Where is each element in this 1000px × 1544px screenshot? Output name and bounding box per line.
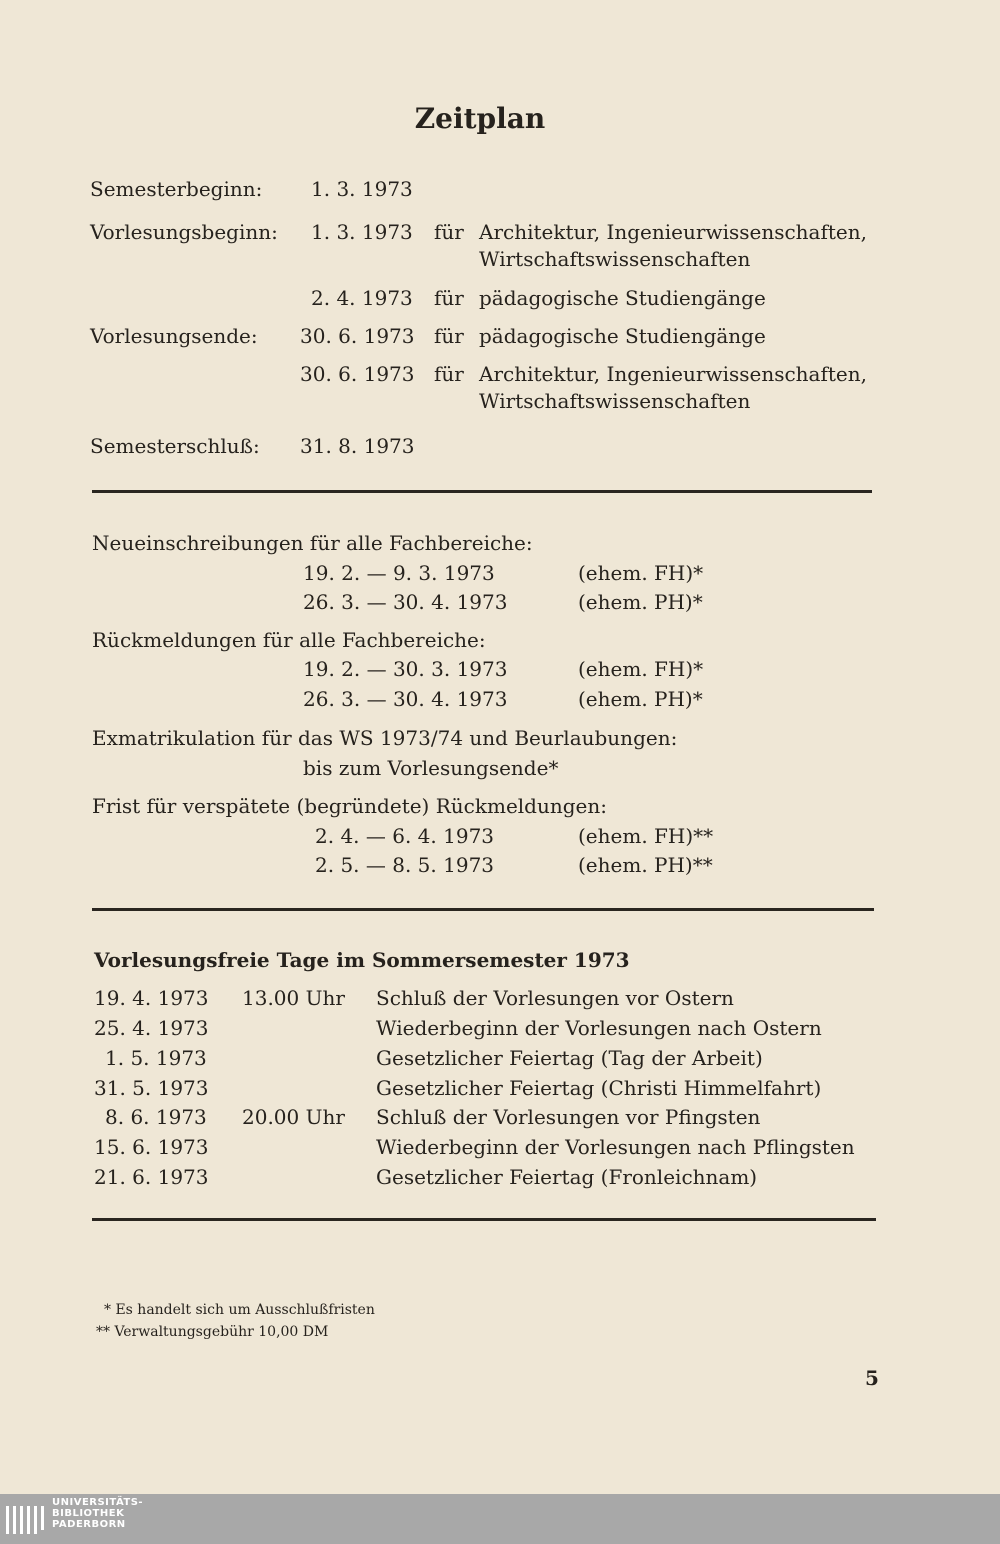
free-day-text: Gesetzlicher Feiertag (Fronleichnam) [376,1165,758,1189]
free-day-date: 25. 4. 1973 [94,1016,209,1040]
free-day-time: 13.00 Uhr [242,986,345,1010]
lecture-end-fuer-2: für [434,362,464,386]
new-enrollment-label: Neueinschreibungen für alle Fachbereiche: [92,531,533,555]
lecture-begin-text-2: pädagogische Studiengänge [479,286,766,310]
free-day-text: Wiederbeginn der Vorlesungen nach Pflingsten [376,1135,855,1159]
exmatriculation-value: bis zum Vorlesungsende* [303,756,559,780]
divider-rule [92,1218,876,1221]
lecture-begin-label: Vorlesungsbeginn: [90,220,278,244]
lecture-begin-fuer-2: für [434,286,464,310]
semester-close-date: 31. 8. 1973 [300,434,415,458]
reregistration-label: Rückmeldungen für alle Fachbereiche: [92,628,486,652]
lecture-begin-date-2: 2. 4. 1973 [311,286,413,310]
lecture-begin-date: 1. 3. 1973 [311,220,413,244]
semester-begin-date: 1. 3. 1973 [311,177,413,201]
new-enrollment-range-2: 26. 3. — 30. 4. 1973 [303,590,508,614]
free-day-date: 21. 6. 1973 [94,1165,209,1189]
free-day-date: 31. 5. 1973 [94,1076,209,1100]
divider-rule [92,908,874,911]
free-day-text: Schluß der Vorlesungen vor Ostern [376,986,734,1010]
semester-close-label: Semesterschluß: [90,434,260,458]
footnote: * Es handelt sich um Ausschlußfristen [104,1302,375,1318]
lecture-end-label: Vorlesungsende: [90,324,258,348]
free-day-date: 8. 6. 1973 [105,1105,207,1129]
late-registration-note-2: (ehem. PH)** [578,853,713,877]
lecture-end-text: pädagogische Studiengänge [479,324,766,348]
divider-rule [92,490,872,493]
lecture-end-date-2: 30. 6. 1973 [300,362,415,386]
lecture-begin-fuer: für [434,220,464,244]
free-days-heading: Vorlesungsfreie Tage im Sommersemester 1973 [94,948,630,972]
new-enrollment-note-2: (ehem. PH)* [578,590,703,614]
footnote: ** Verwaltungsgebühr 10,00 DM [96,1324,329,1340]
library-footer-bar [0,1494,1000,1544]
lecture-end-date: 30. 6. 1973 [300,324,415,348]
late-registration-range: 2. 4. — 6. 4. 1973 [315,824,495,848]
lecture-begin-text2: Wirtschaftswissenschaften [479,247,751,271]
library-logo-icon [6,1506,46,1536]
reregistration-note: (ehem. FH)* [578,657,704,681]
free-day-text: Wiederbeginn der Vorlesungen nach Ostern [376,1016,822,1040]
free-day-text: Gesetzlicher Feiertag (Christi Himmelfahrt) [376,1076,822,1100]
lecture-end-fuer: für [434,324,464,348]
new-enrollment-note: (ehem. FH)* [578,561,704,585]
library-name-line: UNIVERSITÄTS- [52,1497,144,1508]
late-registration-label: Frist für verspätete (begründete) Rückmeldungen: [92,794,607,818]
free-day-text: Schluß der Vorlesungen vor Pfingsten [376,1105,761,1129]
reregistration-note-2: (ehem. PH)* [578,687,703,711]
free-day-time: 20.00 Uhr [242,1105,345,1129]
page-title: Zeitplan [414,102,546,135]
free-day-date: 15. 6. 1973 [94,1135,209,1159]
reregistration-range: 19. 2. — 30. 3. 1973 [303,657,508,681]
late-registration-note: (ehem. FH)** [578,824,714,848]
free-day-date: 1. 5. 1973 [105,1046,207,1070]
lecture-end-text-2: Architektur, Ingenieurwissenschaften, [479,362,867,386]
free-day-date: 19. 4. 1973 [94,986,209,1010]
late-registration-range-2: 2. 5. — 8. 5. 1973 [315,853,495,877]
lecture-begin-text: Architektur, Ingenieurwissenschaften, [479,220,867,244]
semester-begin-label: Semesterbeginn: [90,177,263,201]
library-name [52,1497,143,1530]
exmatriculation-label: Exmatrikulation für das WS 1973/74 und Beurlaubungen: [92,726,678,750]
library-name-line: BIBLIOTHEK [52,1508,125,1519]
new-enrollment-range: 19. 2. — 9. 3. 1973 [303,561,495,585]
free-day-text: Gesetzlicher Feiertag (Tag der Arbeit) [376,1046,763,1070]
reregistration-range-2: 26. 3. — 30. 4. 1973 [303,687,508,711]
lecture-end-text2-2: Wirtschaftswissenschaften [479,389,751,413]
library-name-line: PADERBORN [52,1519,126,1530]
page-number: 5 [865,1366,879,1390]
